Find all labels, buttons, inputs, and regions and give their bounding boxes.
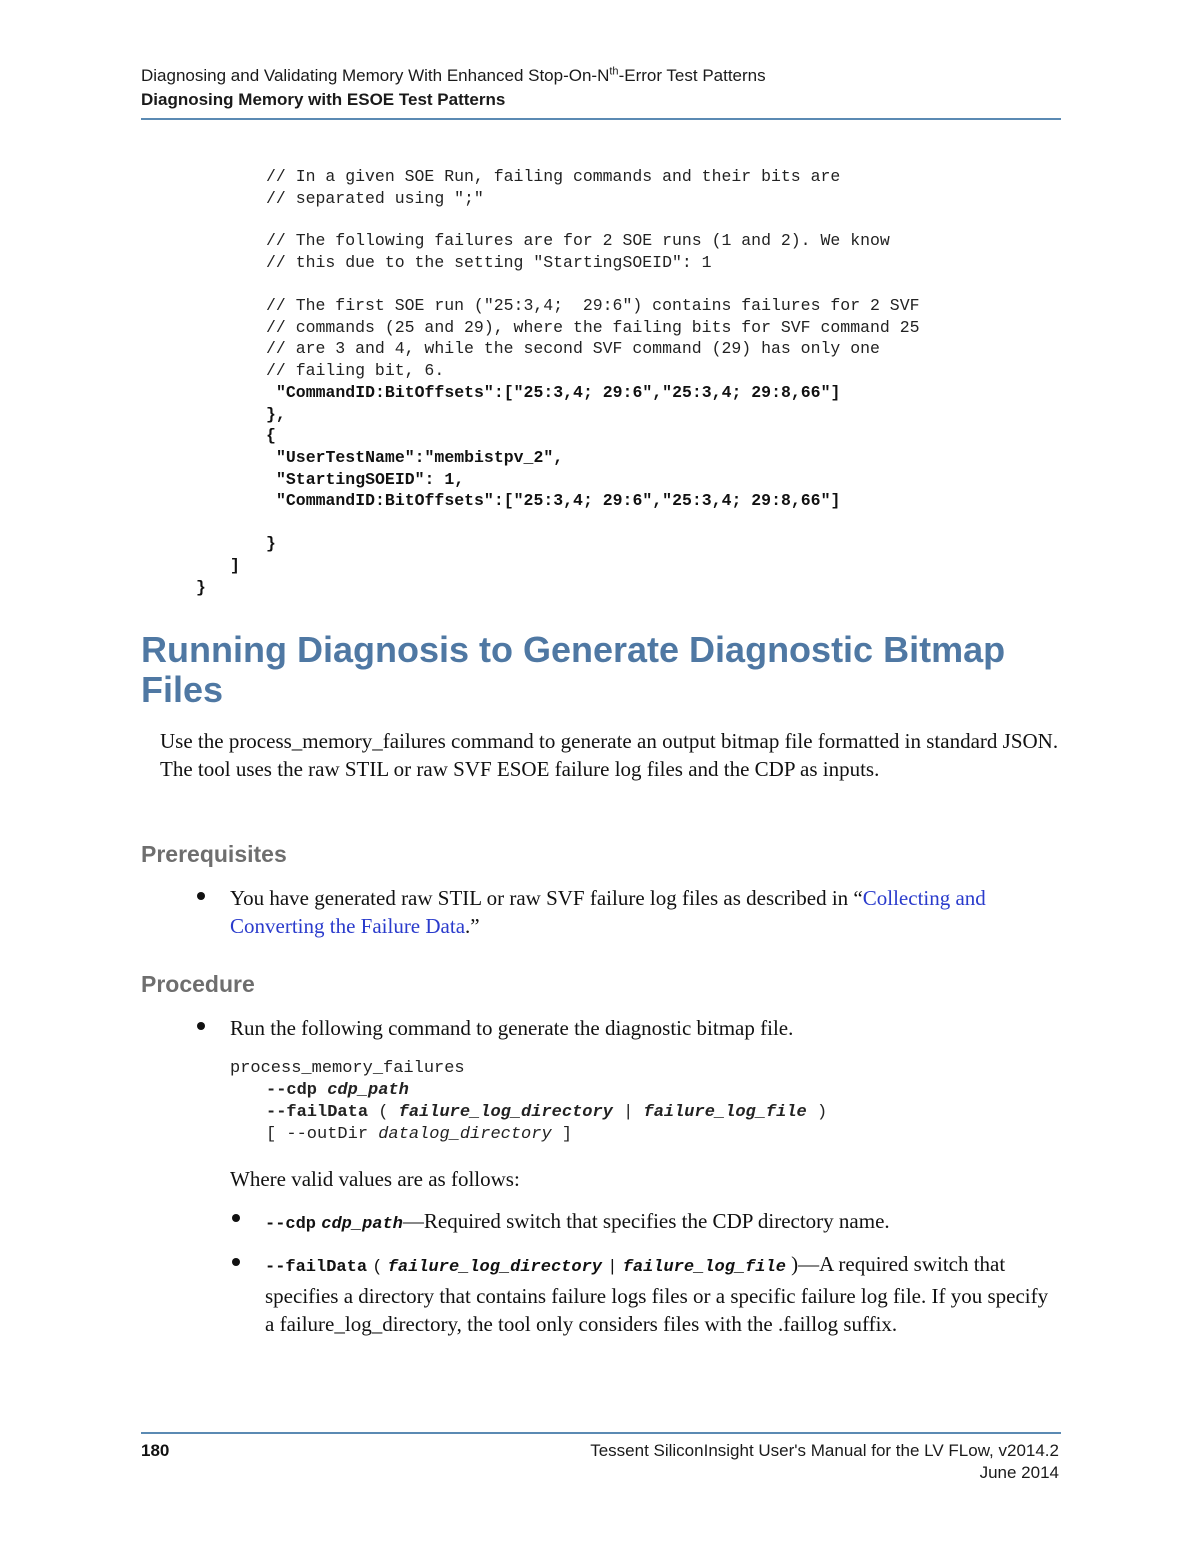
section-title-line2: Files: [141, 669, 224, 710]
faildata-syntax-line: [230, 1102, 1060, 1124]
paren-open: (: [378, 1103, 389, 1122]
bullet-icon: [197, 1022, 205, 1030]
outdir-switch: --outDir: [286, 1125, 369, 1144]
code-line: // In a given SOE Run, failing commands and their bits are: [266, 167, 841, 186]
code-line: "StartingSOEID": 1,: [276, 470, 465, 489]
chapter-title-suffix: -Error Test Patterns: [618, 66, 766, 85]
command-syntax: [230, 1058, 1060, 1146]
cdp-switch: --cdp: [266, 1081, 318, 1100]
prerequisite-text: You have generated raw STIL or raw SVF failure log files as described in “: [230, 886, 863, 910]
running-header: [141, 64, 1061, 112]
bracket-close: ]: [561, 1125, 573, 1144]
failure-log-file-ref: failure_log_file: [622, 1258, 786, 1277]
faildata-description-text: switch that specifies a directory that contains failure logs files or a specific failure log file. If you specify a failure_log_directory, the tool only considers files with the .faillog suffix.: [265, 1252, 1049, 1336]
intro-paragraph: Use the process_memory_failures command to generate an output bitmap file formatted in standard JSON. The tool uses the raw STIL or raw SVF ESOE failure log files and the CDP as inputs.: [160, 729, 1059, 781]
cdp-argument-ref: cdp_path: [321, 1215, 403, 1234]
prerequisites-heading: Prerequisites: [141, 841, 287, 867]
pipe-separator-ref: |: [607, 1258, 618, 1277]
footer-rule: [141, 1432, 1061, 1434]
code-line: }: [266, 534, 276, 553]
prerequisite-item: [230, 884, 1060, 940]
outdir-syntax-line: [230, 1124, 1060, 1146]
datalog-directory-argument: datalog_directory: [378, 1125, 552, 1144]
procedure-heading: Procedure: [141, 971, 255, 997]
code-line: }: [196, 578, 206, 597]
pipe-separator: |: [623, 1103, 634, 1122]
faildata-switch: --failData: [266, 1103, 369, 1122]
code-line: "UserTestName":"membistpv_2",: [276, 448, 564, 467]
manual-title: Tessent SiliconInsight User's Manual for the LV FLow, v2014.2: [590, 1441, 1059, 1460]
cdp-syntax-line: [230, 1080, 1060, 1102]
failure-log-directory-argument: failure_log_directory: [398, 1103, 613, 1122]
code-line: "CommandID:BitOffsets":["25:3,4; 29:6","25:3,4; 29:8,66"]: [276, 383, 841, 402]
footer-info: [590, 1440, 1059, 1484]
code-line: },: [266, 405, 286, 424]
bracket-open: [: [266, 1125, 277, 1144]
bullet-icon: [232, 1214, 240, 1222]
code-line: // separated using ";": [266, 189, 484, 208]
cdp-description-text: —Required switch that specifies the CDP directory name.: [402, 1209, 890, 1233]
paren-open-ref: (: [372, 1258, 383, 1277]
page-number: 180: [141, 1441, 170, 1460]
section-header-title: Diagnosing Memory with ESOE Test Patterns: [141, 90, 506, 109]
failure-log-directory-ref: failure_log_directory: [387, 1258, 602, 1277]
failure-log-file-argument: failure_log_file: [643, 1103, 807, 1122]
code-line: // commands (25 and 29), where the failing bits for SVF command 25: [266, 318, 920, 337]
chapter-title-prefix: Diagnosing and Validating Memory With Enhanced Stop-On-N: [141, 66, 610, 85]
command-name: process_memory_failures: [230, 1059, 465, 1078]
publication-date: June 2014: [979, 1463, 1059, 1482]
prerequisite-text-end: .”: [465, 914, 480, 938]
code-line: // The first SOE run ("25:3,4; 29:6") contains failures for 2 SVF: [266, 296, 920, 315]
cdp-argument: cdp_path: [327, 1081, 409, 1100]
faildata-switch-ref: --failData: [265, 1258, 368, 1277]
code-line: {: [266, 426, 276, 445]
faildata-description-lead: )—A required: [791, 1252, 909, 1276]
chapter-title-superscript: th: [609, 65, 619, 78]
code-line: // are 3 and 4, while the second SVF command (29) has only one: [266, 339, 880, 358]
code-line: // The following failures are for 2 SOE runs (1 and 2). We know: [266, 231, 890, 250]
chapter-title: [141, 64, 1061, 88]
cdp-switch-ref: --cdp: [265, 1215, 317, 1234]
procedure-step: Run the following command to generate the diagnostic bitmap file.: [230, 1016, 794, 1040]
bullet-icon: [197, 892, 205, 900]
section-title-line1: Running Diagnosis to Generate Diagnostic Bitmap: [141, 629, 1006, 670]
code-line: ]: [230, 556, 240, 575]
code-line: "CommandID:BitOffsets":["25:3,4; 29:6","25:3,4; 29:8,66"]: [276, 491, 841, 510]
paren-close: ): [816, 1103, 828, 1122]
section-title: [141, 630, 1081, 710]
cdp-description: [265, 1207, 1060, 1239]
bullet-icon: [232, 1258, 240, 1266]
collecting-failure-data-link[interactable]: Collecting and Converting the Failure Data: [230, 886, 986, 938]
where-text: Where valid values are as follows:: [230, 1167, 520, 1191]
faildata-description: [265, 1250, 1060, 1338]
code-line: // failing bit, 6.: [266, 361, 445, 380]
code-line: // this due to the setting "StartingSOEID": 1: [266, 253, 712, 272]
header-rule: [141, 118, 1061, 120]
